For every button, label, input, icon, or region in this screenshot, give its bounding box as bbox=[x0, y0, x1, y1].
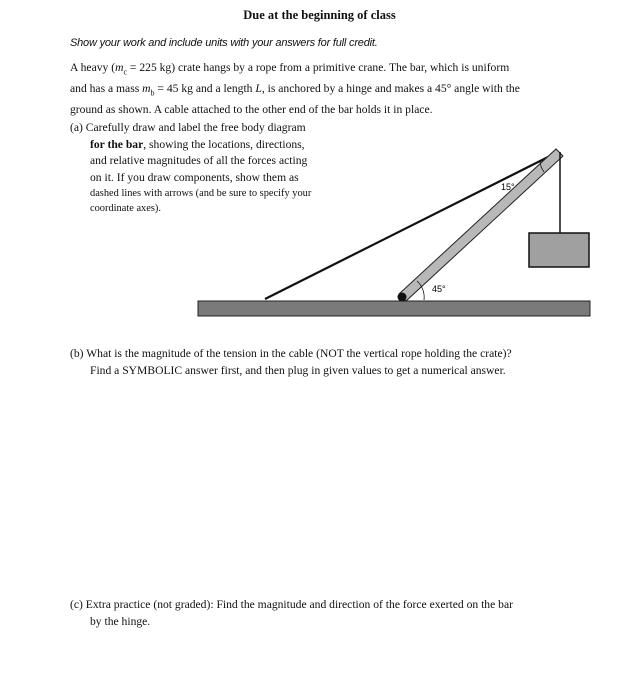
crate bbox=[529, 233, 589, 267]
problem-line-3: ground as shown. A cable attached to the other end of the bar holds it in place. bbox=[70, 102, 433, 116]
problem-line-2: and has a mass $m_b = 45$ kg and a length L, is anchored by a hinge and makes a 45° angle with the bbox=[70, 81, 520, 98]
page-title: Due at the beginning of class bbox=[243, 8, 396, 22]
crane-bar bbox=[399, 149, 563, 301]
instructions-text: Show your work and include units with your answers for full credit. bbox=[70, 37, 378, 49]
cable-angle-label: 15° bbox=[501, 182, 515, 192]
bar-angle-label: 45° bbox=[432, 284, 446, 294]
cable bbox=[265, 152, 558, 299]
hinge bbox=[398, 293, 407, 302]
part-a-question: (a) Carefully draw and label the free body diagram for the bar, showing the locations, directions, and relative magnitudes of all the forces acting on it. If you draw components, show them as dashed lines with arrows (and be sure to specify your coordinate axes). bbox=[70, 121, 312, 214]
ground bbox=[198, 301, 590, 316]
problem-line-1: A heavy ($m_c = 225$ kg) crate hangs by a rope from a primitive crane. The bar, which is uniform bbox=[70, 61, 510, 77]
part-b-question: (b) What is the magnitude of the tension in the cable (NOT the vertical rope holding the crate)? Find a SYMBOLIC answer first, and then plug in given values to get a numerical answer. bbox=[70, 347, 512, 377]
part-c-question: (c) Extra practice (not graded): Find the magnitude and direction of the force exerted on the bar by the hinge. bbox=[70, 598, 513, 628]
